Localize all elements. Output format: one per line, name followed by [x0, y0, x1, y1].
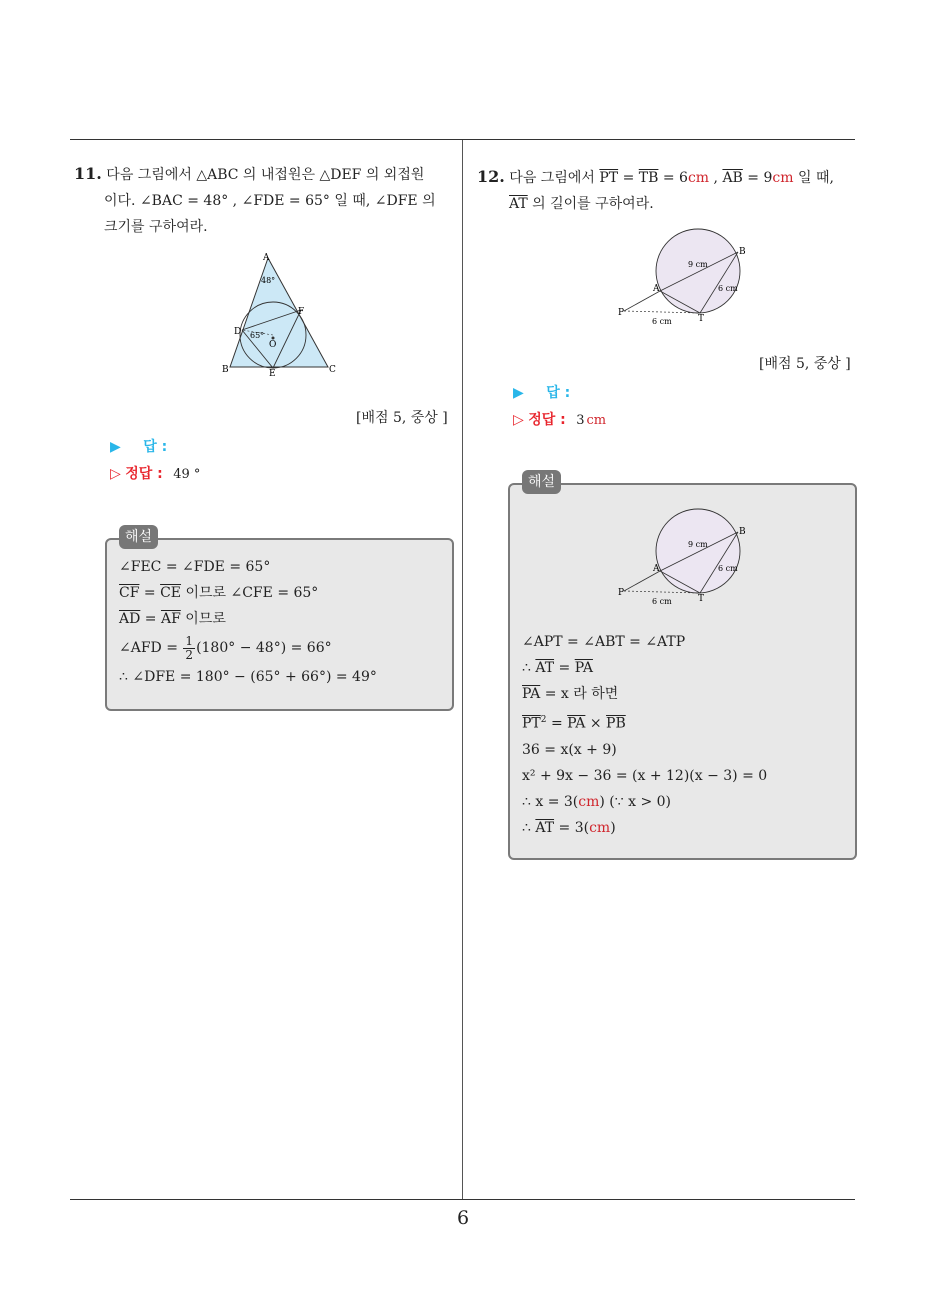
- explanation-line: ∠AFD = $\frac{1}{2}$ (180° − 48°) = 66°: [119, 633, 332, 662]
- outline-triangle-icon: ▷: [110, 466, 121, 482]
- explanation-tab: 해설: [119, 525, 158, 549]
- explanation-line: ∠APT = ∠ABT = ∠ATP: [522, 634, 686, 650]
- length-ab: 9 cm: [688, 260, 708, 269]
- score-label: [배점 5, 중상 ]: [356, 410, 448, 426]
- length-tb: 6 cm: [718, 564, 738, 573]
- explanation-box: [105, 529, 454, 711]
- label-d: D: [234, 327, 242, 337]
- length-pt: 6 cm: [652, 317, 672, 326]
- label-b: B: [739, 527, 746, 537]
- explanation-box: [508, 474, 857, 860]
- explanation-line: 36 = x(x + 9): [522, 741, 617, 758]
- label-o: O: [269, 340, 277, 350]
- label-a: A: [653, 284, 660, 294]
- explanation-line: ∠FEC = ∠FDE = 65°: [119, 559, 271, 575]
- score-label: [배점 5, 중상 ]: [759, 356, 851, 372]
- label-p: P: [618, 308, 625, 318]
- explanation-line: x² + 9x − 36 = (x + 12)(x − 3) = 0: [522, 767, 768, 784]
- correct-unit: cm: [586, 413, 607, 428]
- problem-text-line: 크기를 구하여라.: [104, 219, 208, 235]
- problem-number: 11.: [74, 164, 102, 183]
- explanation-lines: [119, 554, 377, 690]
- explanation-line: $\overline{AD} = \overline{AF}$ 이므로: [119, 611, 226, 627]
- explanation-line: $\overline{CF} = \overline{CE}$ 이므로 ∠CFE = 65°: [119, 585, 319, 601]
- answer-label: 답 :: [546, 385, 571, 401]
- angle-d-label: 65°: [250, 331, 265, 340]
- explanation-lines: [522, 629, 767, 841]
- label-t: T: [698, 314, 705, 324]
- explanation-line: ∴ ∠DFE = 180° − (65° + 66°) = 49°: [119, 669, 377, 685]
- correct-value: 3: [576, 413, 585, 428]
- problem-12-text: 12. 다음 그림에서 $\overline{PT} = \overline{TB} = 6cm$ , $\overline{AB} = 9cm$ 일 때, $\overline{AT}$ 의 길이를 구하여라.: [477, 167, 834, 212]
- explanation-line: ∴ $\overline{AT} = 3(cm)$: [522, 819, 616, 836]
- label-f: F: [298, 307, 305, 317]
- page-number: 6: [456, 1207, 470, 1229]
- column-divider: [462, 140, 463, 1200]
- label-c: C: [329, 365, 336, 375]
- answer-row: [110, 436, 167, 456]
- problem-text-line: 다음 그림에서 △ABC 의 내접원은 △DEF 의 외접원: [106, 167, 425, 183]
- answer-label: 답 :: [143, 439, 168, 455]
- length-tb: 6 cm: [718, 284, 738, 293]
- play-triangle-icon: ▶: [110, 439, 121, 455]
- explanation-tab: 해설: [522, 470, 561, 494]
- label-t: T: [698, 594, 705, 604]
- problem-number: 12.: [477, 167, 505, 186]
- label-b: B: [222, 365, 229, 375]
- length-pt: 6 cm: [652, 597, 672, 606]
- circle-tangent-figure-copy: [618, 505, 753, 607]
- explanation-line: $\overline{PT}^2 = \overline{PA} \times \overline{PB}$: [522, 715, 626, 732]
- label-b: B: [739, 247, 746, 257]
- label-p: P: [618, 588, 625, 598]
- correct-label: 정답 :: [125, 466, 163, 482]
- angle-a-label: 48°: [261, 276, 276, 285]
- length-ab: 9 cm: [688, 540, 708, 549]
- problem-text-line: 이다. ∠BAC = 48° , ∠FDE = 65° 일 때, ∠DFE 의: [104, 193, 436, 209]
- label-e: E: [269, 369, 276, 379]
- circle-tangent-figure: [618, 225, 753, 327]
- correct-value: 49 °: [173, 467, 201, 482]
- answer-row: [513, 382, 570, 402]
- circle: [656, 229, 740, 313]
- play-triangle-icon: ▶: [513, 385, 524, 401]
- bottom-rule: [70, 1199, 855, 1200]
- explanation-line: ∴ x = 3(cm) (∵ x > 0): [522, 793, 672, 810]
- correct-label: 정답 :: [528, 412, 566, 428]
- label-a: A: [653, 564, 660, 574]
- outline-triangle-icon: ▷: [513, 412, 524, 428]
- label-a: A: [263, 253, 270, 263]
- problem-11-text: [74, 161, 459, 240]
- explanation-line: $\overline{PA} = x$ 라 하면: [522, 686, 619, 702]
- triangle-incircle-figure: [218, 250, 343, 380]
- fraction: $\frac{1}{2}$: [185, 633, 194, 662]
- explanation-line: ∴ $\overline{AT} = \overline{PA}$: [522, 660, 593, 676]
- correct-answer-row: [110, 463, 200, 483]
- correct-answer-row: [513, 409, 606, 429]
- triangle-abc: [230, 258, 328, 367]
